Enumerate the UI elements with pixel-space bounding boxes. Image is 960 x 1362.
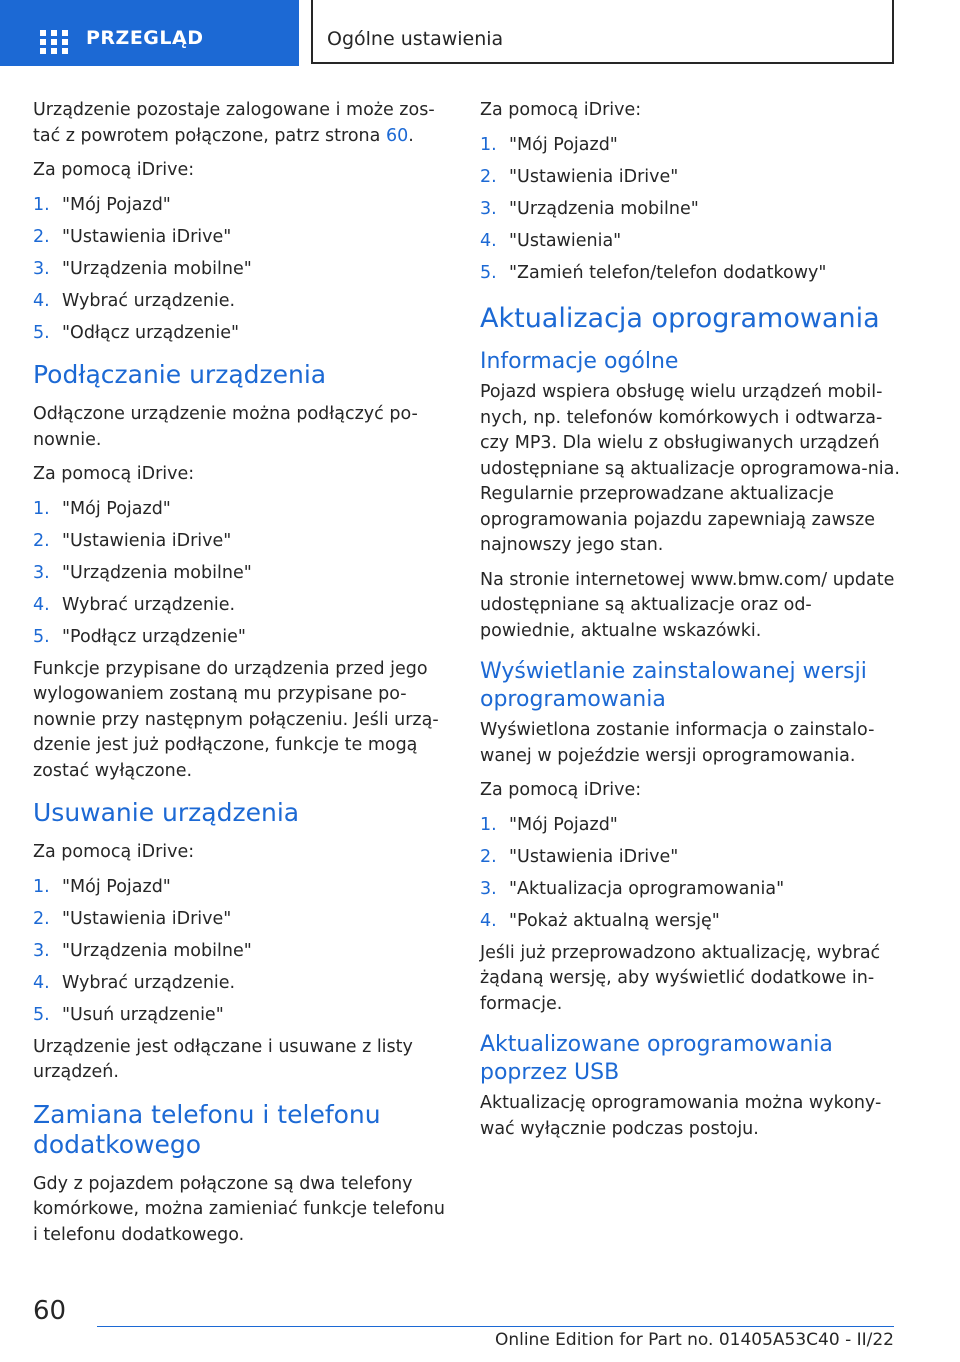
steps-list: [33, 497, 453, 651]
list-item-number: 2.: [33, 530, 50, 551]
list-item-number: 1.: [33, 876, 50, 897]
grid-menu-icon: [40, 30, 68, 54]
heading-usb-update: Aktualizowane oprogramowania poprzez USB: [480, 1032, 833, 1085]
intro-text: Urządzenie pozostaje zalogowane i może zos-tać z powrotem połączone, patrz strona: [33, 100, 435, 146]
list-item-number: 2.: [33, 226, 50, 247]
list-item-text: "Odłącz urządzenie": [62, 322, 240, 343]
list-item-text: "Urządzenia mobilne": [62, 562, 252, 583]
list-item-number: 5.: [33, 626, 50, 647]
overview-nav-label: PRZEGLĄD: [86, 27, 204, 49]
overview-nav-button[interactable]: [0, 0, 299, 66]
list-item: [33, 939, 453, 965]
list-item: [480, 133, 900, 159]
list-item-text: "Urządzenia mobilne": [509, 198, 699, 219]
footer-divider: [97, 1326, 894, 1327]
list-item-number: 1.: [480, 134, 497, 155]
list-item-number: 3.: [480, 878, 497, 899]
list-item-text: "Urządzenia mobilne": [62, 940, 252, 961]
list-item: [33, 593, 453, 619]
remove-note: Urządzenie jest odłączane i usuwane z listy urządzeń.: [33, 1036, 413, 1082]
list-item-number: 5.: [33, 322, 50, 343]
list-item-text: "Aktualizacja oprogramowania": [509, 878, 785, 899]
list-item: [33, 529, 453, 555]
section-title: Ogólne ustawienia: [327, 28, 504, 50]
heading-swap-phone: Zamiana telefonu i telefonu dodatkowego: [33, 1099, 381, 1159]
list-item-text: "Mój Pojazd": [62, 194, 171, 215]
heading-connect-device: Podłączanie urządzenia: [33, 360, 327, 389]
general-paragraph: Pojazd wspiera obsługę wielu urządzeń mobil-nych, np. telefonów komórkowych i odtwarza-czy MP3. Dla wielu z obsługiwanych urządzeń udostępniane są aktualizacje oprogramowa-nia. Regularnie przeprowadzane aktualizacje oprogramowania pojazdu zapewniają zawsze najnowszy jego stan.: [480, 382, 900, 555]
list-item: [33, 289, 453, 315]
list-item-text: "Mój Pojazd": [509, 134, 618, 155]
list-item-text: "Ustawienia iDrive": [62, 530, 232, 551]
idrive-intro: Za pomocą iDrive:: [480, 780, 642, 800]
list-item-text: "Ustawienia iDrive": [62, 226, 232, 247]
display-note: Jeśli już przeprowadzono aktualizację, wybrać żądaną wersję, aby wyświetlić dodatkowe in-formacje.: [480, 942, 881, 1014]
list-item: [480, 909, 900, 935]
list-item-number: 4.: [480, 230, 497, 251]
steps-list: [33, 875, 453, 1029]
idrive-intro: Za pomocą iDrive:: [33, 464, 195, 484]
list-item-text: "Podłącz urządzenie": [62, 626, 246, 647]
list-item-text: "Urządzenia mobilne": [62, 258, 252, 279]
list-item-number: 3.: [480, 198, 497, 219]
list-item: [33, 625, 453, 651]
usb-paragraph: Aktualizację oprogramowania można wykony-wać wyłącznie podczas postoju.: [480, 1093, 882, 1139]
idrive-intro: Za pomocą iDrive:: [33, 160, 195, 180]
connect-paragraph: Odłączone urządzenie można podłączyć po-nownie.: [33, 404, 418, 450]
steps-list: [33, 193, 453, 347]
list-item: [480, 813, 900, 839]
list-item-text: "Usuń urządzenie": [62, 1004, 224, 1025]
list-item-number: 1.: [480, 814, 497, 835]
list-item: [33, 225, 453, 251]
heading-software-update: Aktualizacja oprogramowania: [480, 303, 880, 334]
list-item-text: "Mój Pojazd": [62, 876, 171, 897]
edition-footer: Online Edition for Part no. 01405A53C40 - II/22: [494, 1330, 894, 1350]
right-column: [480, 98, 900, 1151]
list-item: [480, 229, 900, 255]
list-item: [33, 497, 453, 523]
list-item-number: 2.: [480, 166, 497, 187]
steps-list: [480, 133, 900, 287]
display-paragraph: Wyświetlona zostanie informacja o zainstalo-wanej w pojeździe wersji oprogramowania.: [480, 720, 875, 766]
heading-display-version: Wyświetlanie zainstalowanej wersji oprogramowania: [480, 659, 867, 712]
swap-paragraph: Gdy z pojazdem połączone są dwa telefony komórkowe, można zamieniać funkcje telefonu i telefonu dodatkowego.: [33, 1173, 445, 1245]
list-item-text: "Ustawienia iDrive": [62, 908, 232, 929]
steps-list: [480, 813, 900, 935]
list-item: [480, 845, 900, 871]
list-item-text: Wybrać urządzenie.: [62, 972, 236, 993]
list-item: [480, 877, 900, 903]
page-link-60[interactable]: 60: [385, 125, 409, 146]
list-item-text: "Ustawienia iDrive": [509, 846, 679, 867]
list-item-number: 4.: [33, 594, 50, 615]
list-item-text: "Ustawienia iDrive": [509, 166, 679, 187]
list-item-number: 5.: [33, 1004, 50, 1025]
list-item-number: 4.: [33, 972, 50, 993]
list-item-text: "Pokaż aktualną wersję": [509, 910, 720, 931]
list-item: [33, 321, 453, 347]
list-item-text: Wybrać urządzenie.: [62, 594, 236, 615]
idrive-intro: Za pomocą iDrive:: [33, 842, 195, 862]
list-item-number: 3.: [33, 562, 50, 583]
list-item-number: 4.: [480, 910, 497, 931]
list-item-text: "Zamień telefon/telefon dodatkowy": [509, 262, 827, 283]
idrive-intro: Za pomocą iDrive:: [480, 100, 642, 120]
list-item: [33, 907, 453, 933]
connect-note: Funkcje przypisane do urządzenia przed jego wylogowaniem zostaną mu przypisane po-nownie przy następnym połączeniu. Jeśli urzą-dzenie jest już podłączone, funkcje te mogą zostać wyłączone.: [33, 658, 439, 781]
list-item: [33, 875, 453, 901]
list-item-number: 2.: [33, 908, 50, 929]
list-item-number: 3.: [33, 258, 50, 279]
list-item-number: 1.: [33, 194, 50, 215]
list-item: [33, 1003, 453, 1029]
list-item: [33, 561, 453, 587]
list-item: [480, 165, 900, 191]
top-bar: [0, 0, 960, 66]
list-item-number: 4.: [33, 290, 50, 311]
heading-remove-device: Usuwanie urządzenia: [33, 798, 300, 827]
list-item-number: 2.: [480, 846, 497, 867]
intro-end: .: [408, 125, 414, 146]
intro-paragraph: [33, 98, 453, 149]
web-paragraph: Na stronie internetowej www.bmw.com/ update udostępniane są aktualizacje oraz od-powiednie, aktualne wskazówki.: [480, 569, 895, 641]
list-item: [480, 197, 900, 223]
page-number: 60: [33, 1296, 67, 1326]
list-item-text: "Mój Pojazd": [62, 498, 171, 519]
list-item: [33, 193, 453, 219]
list-item: [33, 257, 453, 283]
list-item-text: "Mój Pojazd": [509, 814, 618, 835]
heading-general-info: Informacje ogólne: [480, 349, 679, 374]
list-item-number: 5.: [480, 262, 497, 283]
list-item: [33, 971, 453, 997]
section-title-tab[interactable]: [311, 0, 894, 64]
list-item-number: 3.: [33, 940, 50, 961]
list-item-text: "Ustawienia": [509, 230, 622, 251]
list-item-number: 1.: [33, 498, 50, 519]
list-item: [480, 261, 900, 287]
list-item-text: Wybrać urządzenie.: [62, 290, 236, 311]
left-column: [33, 98, 453, 1257]
